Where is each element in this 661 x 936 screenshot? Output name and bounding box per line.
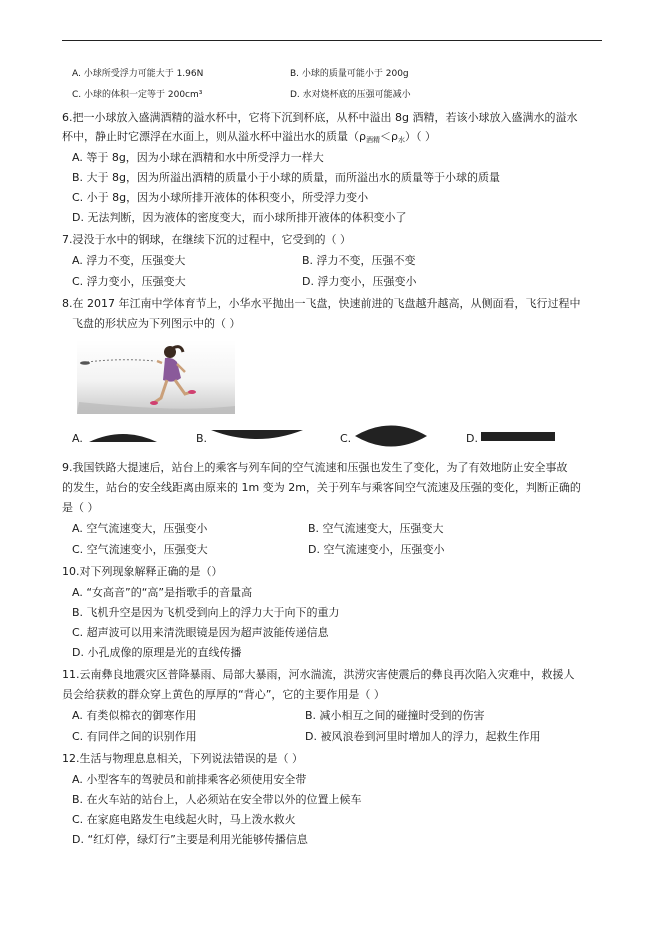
q9-option-c: C. 空气流速变小，压强变大 — [72, 543, 208, 556]
girl-throwing-frisbee-photo — [77, 340, 235, 414]
q6-stem-mid: ＜ρ — [379, 130, 398, 143]
q6-option-c: C. 小于 8g，因为小球所排开液体的体积变小，所受浮力变小 — [72, 191, 369, 204]
q7-option-a: A. 浮力不变，压强变大 — [72, 254, 186, 267]
q9-stem-line3: 是（ ） — [62, 501, 99, 514]
q11-option-a: A. 有类似棉衣的御寒作用 — [72, 709, 197, 722]
q6-subscript-alcohol: 酒精 — [365, 136, 380, 144]
q8-option-d-label: D. — [466, 432, 478, 445]
header-rule — [62, 40, 602, 41]
q9-option-a: A. 空气流速变大，压强变小 — [72, 522, 208, 535]
q12-option-b: B. 在火车站的站台上，人必须站在安全带以外的位置上候车 — [72, 793, 362, 806]
q5-option-b: B. 小球的质量可能小于 200g — [290, 69, 409, 79]
q9-option-b: B. 空气流速变大，压强变大 — [308, 522, 444, 535]
q5-option-a: A. 小球所受浮力可能大于 1.96N — [72, 69, 204, 79]
q11-option-d: D. 被风浪卷到河里时增加人的浮力，起救生作用 — [305, 730, 541, 743]
q8-option-b-label: B. — [196, 432, 208, 445]
q10-option-a: A. “女高音”的“高”是指歌手的音量高 — [72, 586, 253, 599]
q6-stem-line1: 6.把一小球放入盛满酒精的溢水杯中，它将下沉到杯底，从杯中溢出 8g 酒精，若该小球放入盛满水的溢水 — [62, 111, 578, 124]
q5-option-d: D. 水对烧杯底的压强可能减小 — [290, 90, 411, 100]
q7-stem: 7.浸没于水中的钢球，在继续下沉的过程中，它受到的（ ） — [62, 233, 351, 246]
q11-option-c: C. 有同伴之间的识别作用 — [72, 730, 197, 743]
q6-stem-pre: 杯中，静止时它漂浮在水面上，则从溢水杯中溢出水的质量（ρ — [62, 130, 366, 143]
q7-option-c: C. 浮力变小，压强变大 — [72, 275, 186, 288]
q12-stem: 12.生活与物理息息相关，下列说法错误的是（ ） — [62, 752, 303, 765]
frisbee-shape-d — [480, 431, 556, 443]
q8-stem-line1: 8.在 2017 年江南中学体育节上，小华水平抛出一飞盘，快速前进的飞盘越升越高，从侧面看，飞行过程中 — [62, 297, 581, 310]
q11-stem-line2: 员会给获救的群众穿上黄色的厚厚的“背心”，它的主要作用是（ ） — [62, 688, 385, 701]
q12-option-c: C. 在家庭电路发生电线起火时，马上泼水救火 — [72, 813, 296, 826]
q6-option-b: B. 大于 8g，因为所溢出酒精的质量小于小球的质量，而所溢出水的质量等于小球的质量 — [72, 171, 501, 184]
q9-stem-line1: 9.我国铁路大提速后，站台上的乘客与列车间的空气流速和压强也发生了变化，为了有效地防止安全事故 — [62, 461, 568, 474]
q9-stem-line2: 的发生，站台的安全线距离由原来的 1m 变为 2m，关于列车与乘客间空气流速及压强的变化，判断正确的 — [62, 481, 581, 494]
q11-stem-line1: 11.云南彝良地震灾区普降暴雨、局部大暴雨，河水湍流，洪涝灾害使震后的彝良再次陷入灾难中，救援人 — [62, 668, 575, 681]
q8-stem-line2: 飞盘的形状应为下列图示中的（ ） — [72, 317, 241, 330]
q10-option-b: B. 飞机升空是因为飞机受到向上的浮力大于向下的重力 — [72, 606, 340, 619]
q10-option-d: D. 小孔成像的原理是光的直线传播 — [72, 646, 242, 659]
q7-option-b: B. 浮力不变，压强不变 — [302, 254, 416, 267]
q7-option-d: D. 浮力变小，压强变小 — [302, 275, 417, 288]
frisbee-shape-b — [210, 428, 304, 444]
q6-option-d: D. 无法判断，因为液体的密度变大，而小球所排开液体的体积变小了 — [72, 211, 407, 224]
q12-option-d: D. “红灯停，绿灯行”主要是利用光能够传播信息 — [72, 833, 308, 846]
q6-option-a: A. 等于 8g，因为小球在酒精和水中所受浮力一样大 — [72, 151, 324, 164]
q8-option-c-label: C. — [340, 432, 352, 445]
q6-stem-line2 — [62, 129, 436, 148]
q10-option-c: C. 超声波可以用来清洗眼镜是因为超声波能传递信息 — [72, 626, 329, 639]
q5-option-c: C. 小球的体积一定等于 200cm³ — [72, 90, 203, 100]
q11-option-b: B. 减小相互之间的碰撞时受到的伤害 — [305, 709, 485, 722]
q9-option-d: D. 空气流速变小，压强变小 — [308, 543, 445, 556]
q6-subscript-water: 水 — [397, 136, 405, 144]
frisbee-shape-c — [354, 425, 428, 447]
q6-stem-post: ）（ ） — [404, 130, 436, 143]
frisbee-shape-a — [88, 428, 158, 444]
q8-option-a-label: A. — [72, 432, 83, 445]
q10-stem: 10.对下列现象解释正确的是（） — [62, 565, 223, 578]
q12-option-a: A. 小型客车的驾驶员和前排乘客必须使用安全带 — [72, 773, 307, 786]
